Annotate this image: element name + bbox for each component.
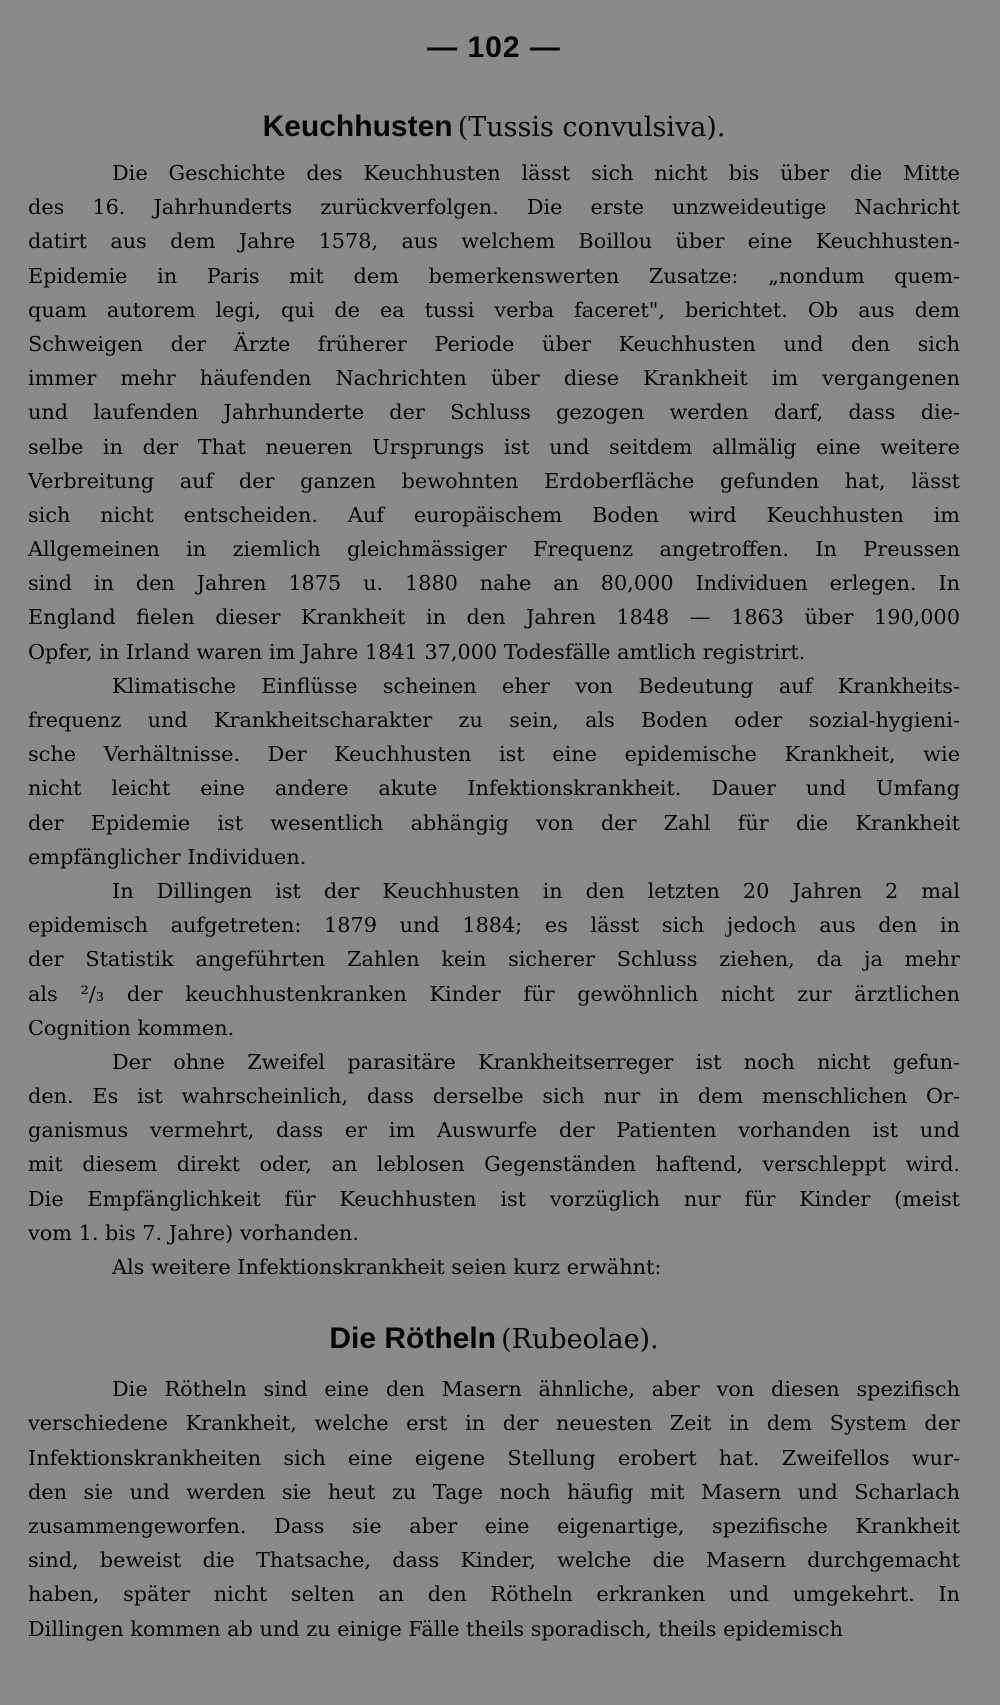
text-line: Schweigen der Ärzte früherer Periode über Keuchhusten und den sich <box>28 331 960 356</box>
text-line: den sie und werden sie heut zu Tage noch häufig mit Masern und Scharlach <box>28 1479 960 1504</box>
text-line: selbe in der That neueren Ursprungs ist und seitdem allmälig eine weitere <box>28 434 960 459</box>
text-line: frequenz und Krankheitscharakter zu sein, als Boden oder sozial-hygieni- <box>28 708 960 732</box>
text-line: haben, später nicht selten an den Rötheln erkranken und umgekehrt. In <box>28 1582 960 1607</box>
text-line: sche Verhältnisse. Der Keuchhusten ist eine epidemische Krankheit, wie <box>28 742 960 767</box>
text-line: nicht leicht eine andere akute Infektionskrankheit. Dauer und Umfang <box>28 776 960 801</box>
text-line: Dillingen kommen ab und zu einige Fälle theils sporadisch, theils epidemisch <box>28 1616 844 1641</box>
text-line: der Statistik angeführten Zahlen kein sicherer Schluss ziehen, da ja mehr <box>28 947 960 972</box>
page-number: — 102 — <box>427 31 561 64</box>
text-line: Cognition kommen. <box>28 1015 235 1040</box>
text-line: und laufenden Jahrhunderte der Schluss gezogen werden darf, dass die- <box>28 400 960 425</box>
text-line: sind in den Jahren 1875 u. 1880 nahe an 80,000 Individuen erlegen. In <box>28 571 960 596</box>
text-line: zusammengeworfen. Dass sie aber eine eigenartige, spezifische Krankheit <box>28 1513 960 1538</box>
text-line: Infektionskrankheiten sich eine eigene Stellung erobert hat. Zweifellos wur- <box>28 1445 960 1470</box>
section-title-sub: (Rubeolae). <box>501 1324 659 1356</box>
text-line: Die Geschichte des Keuchhusten lässt sich nicht bis über die Mitte <box>112 161 960 185</box>
text-line: datirt aus dem Jahre 1578, aus welchem Boillou über eine Keuchhusten- <box>28 229 960 254</box>
text-line: In Dillingen ist der Keuchhusten in den letzten 20 Jahren 2 mal <box>112 878 960 903</box>
text-line: immer mehr häufenden Nachrichten über diese Krankheit im vergangenen <box>28 366 960 391</box>
text-line: vom 1. bis 7. Jahre) vorhanden. <box>28 1220 359 1245</box>
text-line: England fielen dieser Krankheit in den Jahren 1848 — 1863 über 190,000 <box>28 605 960 630</box>
text-line: mit diesem direkt oder, an leblosen Gegenständen haftend, verschleppt wird. <box>28 1152 960 1177</box>
section-body-keuchhusten <box>28 156 960 1284</box>
section-title-main: Keuchhusten <box>262 110 453 143</box>
text-line: Allgemeinen in ziemlich gleichmässiger Frequenz angetroffen. In Preussen <box>28 537 960 562</box>
text-line: epidemisch aufgetreten: 1879 und 1884; es lässt sich jedoch aus den in <box>28 913 960 938</box>
paragraph <box>28 1045 960 1250</box>
text-line: sind, beweist die Thatsache, dass Kinder, welche die Masern durchgemacht <box>28 1548 960 1573</box>
text-line: Klimatische Einflüsse scheinen eher von Bedeutung auf Krankheits- <box>112 673 960 698</box>
section-heading-keuchhusten <box>28 102 960 152</box>
section-title-sub: (Tussis convulsiva). <box>457 112 726 143</box>
text-line: verschiedene Krankheit, welche erst in der neuesten Zeit in dem System der <box>28 1411 960 1436</box>
text-line: Der ohne Zweifel parasitäre Krankheitserreger ist noch nicht gefun- <box>112 1049 960 1074</box>
text-line: als ²/₃ der keuchhustenkranken Kinder für gewöhnlich nicht zur ärztlichen <box>28 981 960 1006</box>
text-line: den. Es ist wahrscheinlich, dass derselbe sich nur in dem menschlichen Or- <box>28 1084 960 1109</box>
paragraph <box>28 1372 960 1646</box>
section-title-main: Die Rötheln <box>329 1322 496 1356</box>
paragraph <box>28 156 960 669</box>
text-line: empfänglicher Individuen. <box>28 844 307 869</box>
text-line: quam autorem legi, qui de ea tussi verba faceret", berichtet. Ob aus dem <box>28 297 960 322</box>
text-line: sich nicht entscheiden. Auf europäischem Boden wird Keuchhusten im <box>28 502 960 527</box>
paragraph <box>28 669 960 874</box>
text-line: Opfer, in Irland waren im Jahre 1841 37,000 Todesfälle amtlich registrirt. <box>28 639 806 664</box>
text-line: Als weitere Infektionskrankheit seien kurz erwähnt: <box>112 1255 662 1279</box>
text-line: des 16. Jahrhunderts zurückverfolgen. Die erste unzweideutige Nachricht <box>28 195 960 220</box>
paragraph <box>28 874 960 1045</box>
text-line: Verbreitung auf der ganzen bewohnten Erdoberfläche gefunden hat, lässt <box>28 468 960 493</box>
text-line: Epidemie in Paris mit dem bemerkenswerten Zusatze: „nondum quem- <box>28 263 960 288</box>
paragraph <box>28 1250 960 1284</box>
text-line: Die Rötheln sind eine den Masern ähnliche, aber von diesen spezifisch <box>112 1377 960 1402</box>
text-line: Die Empfänglichkeit für Keuchhusten ist vorzüglich nur für Kinder (meist <box>28 1186 960 1211</box>
section-body-roetheln <box>28 1372 960 1646</box>
text-line: der Epidemie ist wesentlich abhängig von der Zahl für die Krankheit <box>28 810 960 835</box>
text-line: ganismus vermehrt, dass er im Auswurfe der Patienten vorhanden ist und <box>28 1118 960 1143</box>
section-heading-roetheln <box>28 1314 960 1364</box>
